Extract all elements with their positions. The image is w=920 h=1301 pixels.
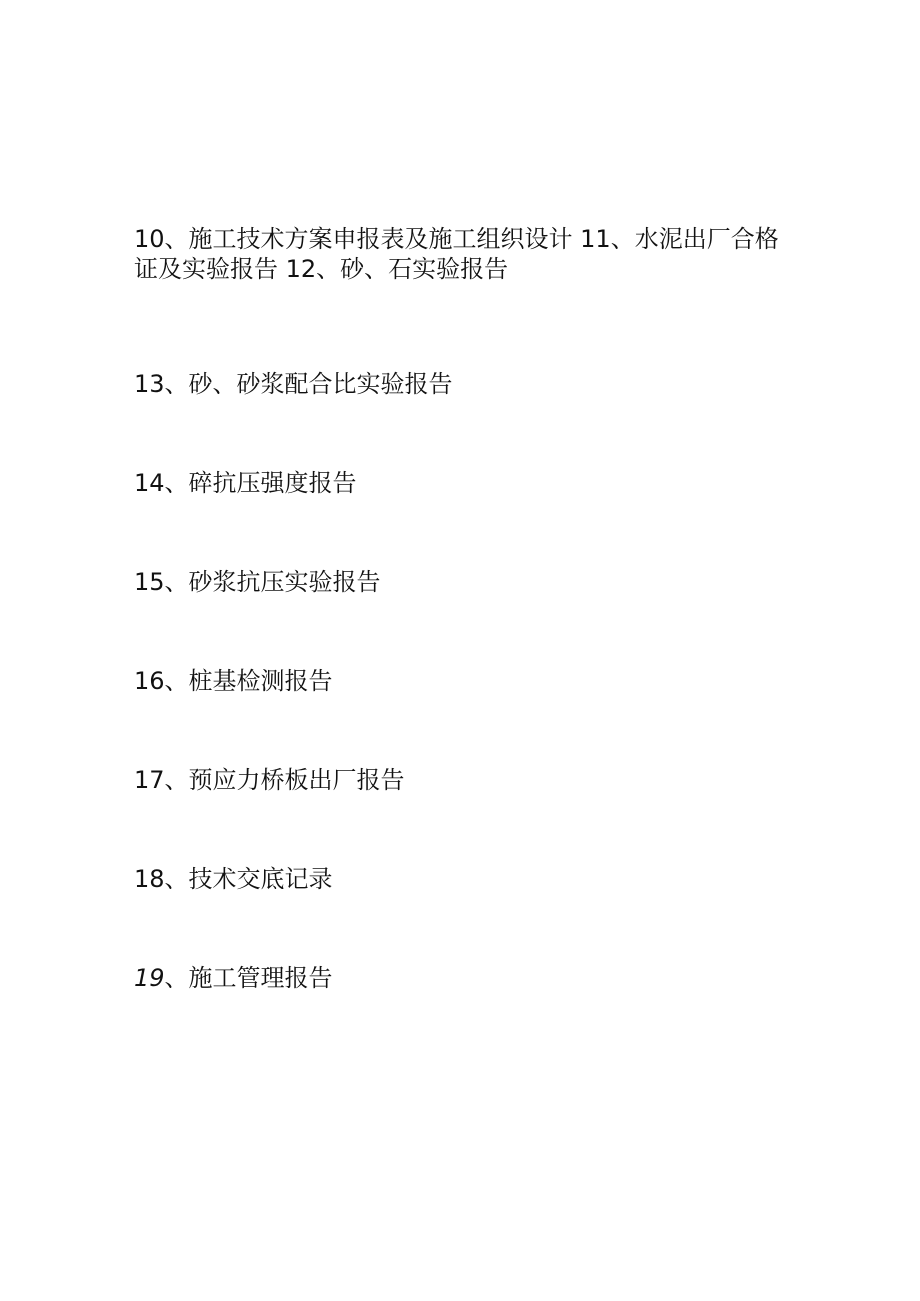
list-item-17: 17、预应力桥板出厂报告	[134, 766, 405, 794]
list-item-15: 15、砂浆抗压实验报告	[134, 568, 381, 596]
list-item-19	[134, 963, 794, 993]
list-item-16: 16、桩基检测报告	[134, 667, 333, 695]
list-paragraph-10-12: 10、施工技术方案申报表及施工组织设计 11、水泥出厂合格证及实验报告 12、砂、石实验报告	[134, 225, 779, 283]
list-item-18: 18、技术交底记录	[134, 865, 333, 893]
list-item-19-text: 、施工管理报告	[164, 964, 333, 992]
list-item-14: 14、碎抗压强度报告	[134, 469, 357, 497]
list-item-13: 13、砂、砂浆配合比实验报告	[134, 370, 453, 398]
list-item-19-number: 19	[134, 964, 165, 992]
